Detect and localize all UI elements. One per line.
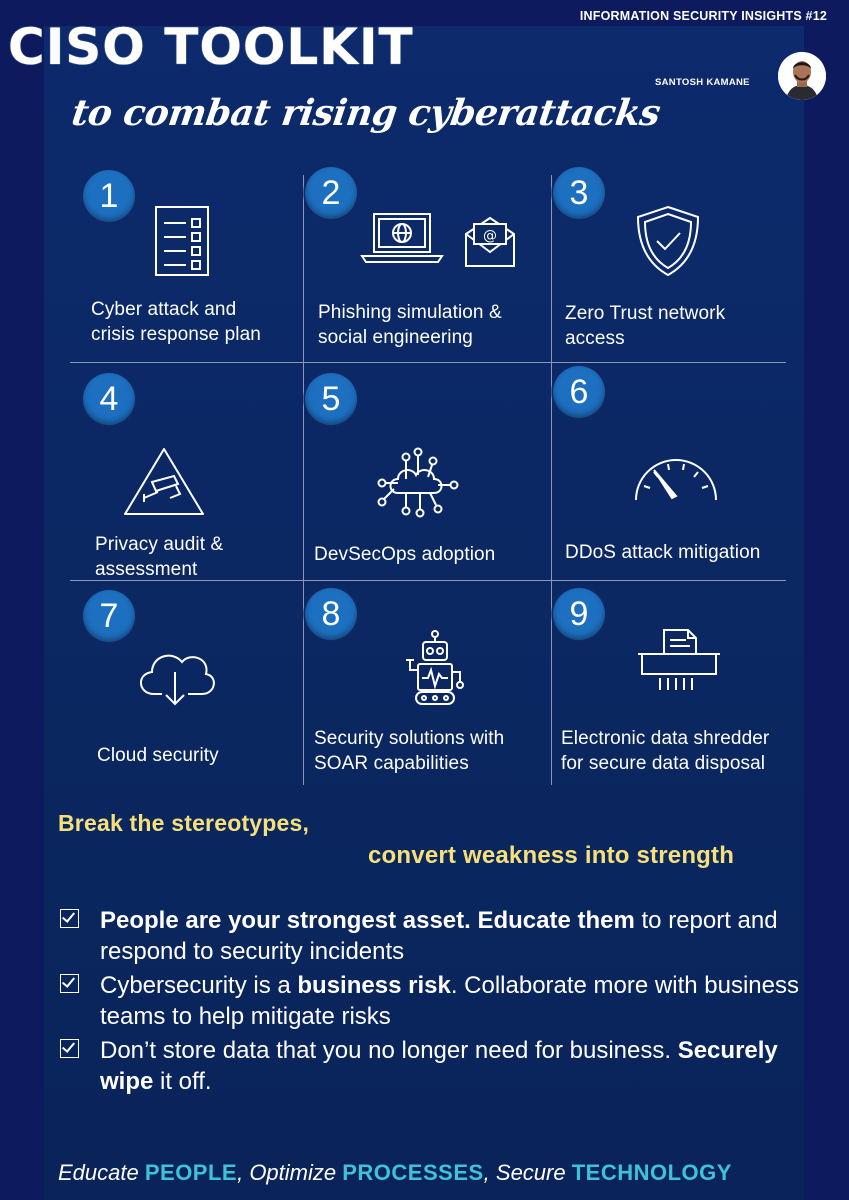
bullet-item [60,970,800,1032]
item-3-label [565,301,725,351]
item-2-line1: Phishing simulation & [318,302,502,323]
item-7-number: 7 [83,590,135,642]
camera-warning-icon [122,446,206,518]
footer-accent-people: PEOPLE [144,1160,238,1185]
item-2-label [318,300,502,350]
item-7-line1: Cloud security [97,745,219,766]
robot-icon [404,630,466,708]
checkbox-icon [60,909,79,928]
grid-divider-v1 [303,175,304,785]
footer-accent-processes: PROCESSES [342,1160,484,1185]
item-4-label [95,532,223,582]
page-subtitle: to combat rising cyberattacks [69,92,663,134]
author-name: SANTOSH KAMANE [655,77,750,88]
item-9-line1: Electronic data shredder [561,728,770,749]
footer-word-1: Educate [58,1160,145,1185]
bullet-3-text-a: Don’t store data that you no longer need for business. [100,1037,678,1064]
checklist-icon [154,205,210,277]
item-4-line2: assessment [95,559,198,580]
grid-divider-v2 [551,175,552,785]
item-6-line1: DDoS attack mitigation [565,542,761,563]
bullet-2-text-b: . Collaborate more with business teams to help mitigate risks [100,972,799,1030]
bullet-list [60,905,800,1100]
message-line-1: Break the stereotypes, [58,810,310,836]
bullet-1-bold: People are your strongest asset. Educate them [100,907,635,934]
bullet-2-text-a: Cybersecurity is a [100,972,298,999]
footer-accent-technology: TECHNOLOGY [571,1160,732,1185]
item-8-number: 8 [305,588,357,640]
item-9-number: 9 [553,588,605,640]
checkbox-icon [60,974,79,993]
item-5-label [314,542,495,567]
item-5-number: 5 [305,373,357,425]
bullet-item [60,905,800,967]
cloud-network-icon [376,447,460,519]
svg-text:@: @ [483,228,497,244]
page-title: CISO TOOLKIT [8,18,414,76]
footer-word-2: , Optimize [237,1160,343,1185]
item-9-line2: for secure data disposal [561,753,766,774]
item-6-number: 6 [553,366,605,418]
item-1-line1: Cyber attack and [91,299,237,320]
item-9-label [561,726,769,776]
item-7-label [97,743,219,768]
item-4-number: 4 [83,373,135,425]
message-line-2: convert weakness into strength [368,842,735,869]
bullet-2-bold: business risk [297,972,451,999]
shield-check-icon [636,205,700,277]
checkbox-icon [60,1039,79,1058]
bullet-item [60,1035,800,1097]
bullet-1-text: to report and respond to security incidents [100,907,778,965]
item-8-line1: Security solutions with [314,728,505,749]
cloud-download-icon [132,644,218,708]
author-avatar [778,52,826,100]
item-1-line2: crisis response plan [91,324,261,345]
footer-tagline [58,1160,732,1186]
item-2-line2: social engineering [318,327,473,348]
item-3-number: 3 [553,167,605,219]
item-3-line2: access [565,328,625,349]
bullet-3-text-b: it off. [153,1068,212,1095]
bullet-3-bold: Securely wipe [100,1037,778,1095]
item-8-line2: SOAR capabilities [314,753,469,774]
grid-divider-h1 [70,362,786,363]
laptop-email-icon [360,210,520,270]
item-3-line1: Zero Trust network [565,303,726,324]
item-1-label [91,297,261,347]
item-1-number: 1 [83,170,135,222]
item-4-line1: Privacy audit & [95,534,224,555]
item-8-label [314,726,504,776]
item-5-line1: DevSecOps adoption [314,544,496,565]
footer-word-3: , Secure [483,1160,572,1185]
item-2-number: 2 [305,167,357,219]
item-6-label [565,540,760,565]
gauge-icon [632,456,720,502]
series-label: INFORMATION SECURITY INSIGHTS #12 [579,9,827,23]
shredder-icon [636,628,722,694]
